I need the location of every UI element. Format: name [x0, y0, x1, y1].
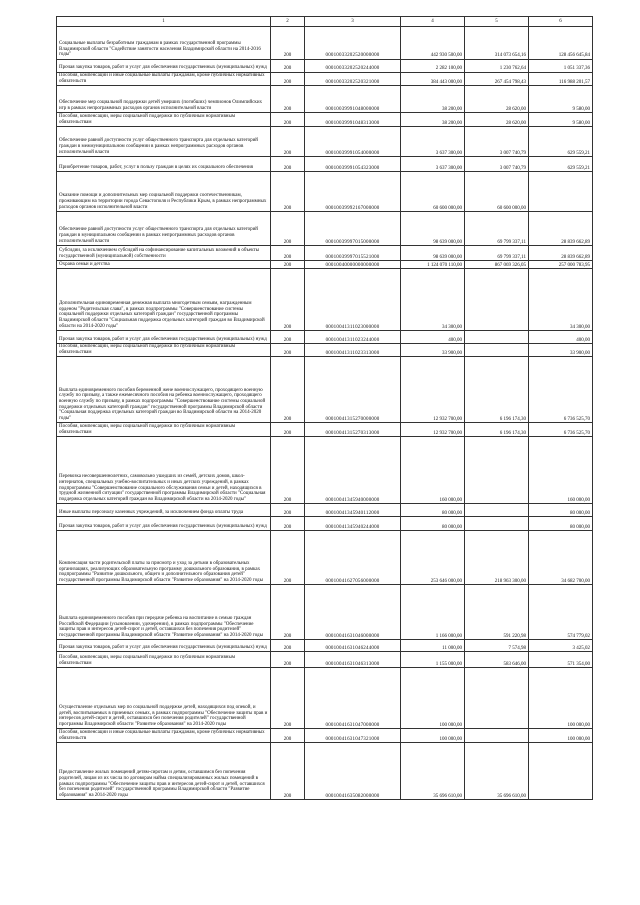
row-budget-code: 00010039992167000000 — [305, 172, 401, 212]
table-row — [57, 269, 593, 331]
table-row — [57, 246, 593, 261]
column-number-header — [57, 17, 593, 27]
table-row — [57, 172, 593, 212]
row-approved-amount: 253 646 000,00 — [401, 531, 465, 585]
row-budget-code: 00010033202520321000 — [305, 73, 401, 86]
row-line-code: 200 — [271, 504, 305, 517]
row-executed-amount: 591 220,98 — [465, 585, 529, 640]
table-row — [57, 344, 593, 357]
row-line-code: 200 — [271, 331, 305, 344]
row-remaining-amount: 116 988 201,57 — [529, 73, 593, 86]
row-budget-code: 00010041345940244000 — [305, 517, 401, 531]
row-budget-code: 00010041315270000000 — [305, 357, 401, 423]
row-approved-amount: 100 000,00 — [401, 668, 465, 729]
row-budget-code: 00010039991054323000 — [305, 157, 401, 172]
row-budget-code: 00010041345940000000 — [305, 437, 401, 504]
row-executed-amount: 60 600 000,00 — [465, 172, 529, 212]
row-remaining-amount: 34 682 700,00 — [529, 531, 593, 585]
table-row — [57, 27, 593, 60]
row-budget-code: 00010040000000000000 — [305, 261, 401, 269]
row-remaining-amount: 80 000,00 — [529, 517, 593, 531]
row-line-code: 200 — [271, 73, 305, 86]
row-remaining-amount — [529, 172, 593, 212]
row-description: Обеспечение равной доступности услуг общественного транспорта для отдельных категорий граждан в муниципальном сообщении в рамках непрограммных расходов органов исполнительной власти — [57, 212, 271, 246]
row-description: Предоставление жилых помещений детям-сиротам и детям, оставшимся без попечения родителей, лицам из их числа по договорам найма специализированных жилых помещений в рамках подпрограммы "Обеспечение защиты прав и интересов детей-сирот и детей, оставшихся без попечения родителей" государственной программы Владимирской области "Развитие образования" на 2014-2020 годы — [57, 743, 271, 800]
row-executed-amount — [465, 504, 529, 517]
table-row — [57, 585, 593, 640]
table-row — [57, 357, 593, 423]
table-row — [57, 212, 593, 246]
row-executed-amount: 3 007 740,79 — [465, 157, 529, 172]
row-executed-amount: 69 799 337,11 — [465, 246, 529, 261]
row-description: Прочая закупка товаров, работ и услуг для обеспечения государственных (муниципальных) нужд — [57, 640, 271, 652]
row-approved-amount: 80 000,00 — [401, 504, 465, 517]
row-approved-amount: 60 600 000,00 — [401, 172, 465, 212]
row-executed-amount — [465, 344, 529, 357]
row-executed-amount: 267 454 798,43 — [465, 73, 529, 86]
row-budget-code: 00010041345940112000 — [305, 504, 401, 517]
header-col-3: 3 — [305, 17, 401, 27]
row-executed-amount: 35 696 610,00 — [465, 743, 529, 800]
row-description: Социальные выплаты безработным гражданам в рамках государственной программы Владимирской области "Содействие занятости населения Владимирской области на 2014-2016 годы" — [57, 27, 271, 60]
header-col-6: 6 — [529, 17, 593, 27]
row-executed-amount: 28 620,00 — [465, 86, 529, 113]
row-approved-amount: 33 900,00 — [401, 344, 465, 357]
table-body — [57, 27, 593, 800]
row-remaining-amount: 80 000,00 — [529, 504, 593, 517]
row-remaining-amount: 6 736 525,70 — [529, 423, 593, 437]
table-row — [57, 331, 593, 344]
row-line-code: 200 — [271, 357, 305, 423]
row-approved-amount: 12 932 700,00 — [401, 423, 465, 437]
row-line-code: 200 — [271, 127, 305, 157]
row-description: Обеспечение мер социальной поддержки детей умерших (погибших) чемпионов Олимпийских игр в рамках непрограммных расходов органов исполнительной власти — [57, 86, 271, 113]
row-budget-code: 00010039991048313000 — [305, 113, 401, 127]
row-executed-amount — [465, 729, 529, 743]
table-row — [57, 640, 593, 652]
row-budget-code: 00010041631046313000 — [305, 652, 401, 668]
row-approved-amount: 80 000,00 — [401, 517, 465, 531]
row-remaining-amount: 3 425,02 — [529, 640, 593, 652]
row-approved-amount: 160 000,00 — [401, 437, 465, 504]
row-budget-code: 00010041311023000000 — [305, 269, 401, 331]
row-remaining-amount: 9 580,00 — [529, 86, 593, 113]
row-description: Пособия, компенсации, меры социальной поддержки по публичным нормативным обязательствам — [57, 344, 271, 357]
row-executed-amount: 867 069 326,05 — [465, 261, 529, 269]
table-row — [57, 437, 593, 504]
row-approved-amount: 98 639 000,00 — [401, 246, 465, 261]
row-approved-amount: 38 200,00 — [401, 113, 465, 127]
budget-report-page — [56, 16, 592, 800]
table-row — [57, 504, 593, 517]
row-description: Дополнительная единовременная денежная выплата многодетным семьям, награжденным орденом "Родительская слава", в рамках подпрограммы "Совершенствование системы социальной поддержки отдельных категорий граждан" государственной программы Владимирской области "Социальная поддержка отдельных категорий граждан во Владимирской области на 2014-2020 годы" — [57, 269, 271, 331]
row-description: Компенсация части родительской платы за присмотр и уход за детьми в образовательных организациях, реализующих образовательную программу дошкольного образования, в рамках подпрограммы "Развитие дошкольного, общего и дополнительного образования детей" государственной программы Владимирской области "Развитие образования" на 2014-2020 годы — [57, 531, 271, 585]
row-executed-amount — [465, 331, 529, 344]
row-approved-amount: 442 930 500,00 — [401, 27, 465, 60]
row-description: Прочая закупка товаров, работ и услуг для обеспечения государственных (муниципальных) нужд — [57, 60, 271, 73]
row-budget-code: 00010041631047000000 — [305, 668, 401, 729]
row-approved-amount: 3 637 300,00 — [401, 127, 465, 157]
row-description: Прочая закупка товаров, работ и услуг для обеспечения государственных (муниципальных) нужд — [57, 517, 271, 531]
row-budget-code: 00010039997015521000 — [305, 246, 401, 261]
row-remaining-amount: 28 839 662,89 — [529, 212, 593, 246]
row-remaining-amount — [529, 743, 593, 800]
row-approved-amount: 1 155 000,00 — [401, 652, 465, 668]
row-description: Осуществление отдельных мер по социальной поддержке детей, находящихся под опекой, и детей, воспитываемых в приемных семьях, в рамках подпрограммы "Обеспечение защиты прав и интересов детей-сирот и детей, оставшихся без попечения родителей" государственной программы Владимирской области "Развитие образования" на 2014-2020 годы — [57, 668, 271, 729]
row-approved-amount: 1 124 070 110,00 — [401, 261, 465, 269]
row-description: Пособия, компенсации и иные социальные выплаты гражданам, кроме публичных нормативных обязательств — [57, 729, 271, 743]
table-row — [57, 73, 593, 86]
row-line-code: 200 — [271, 269, 305, 331]
table-row — [57, 157, 593, 172]
row-approved-amount: 35 696 610,00 — [401, 743, 465, 800]
header-col-5: 5 — [465, 17, 529, 27]
row-remaining-amount: 257 000 783,95 — [529, 261, 593, 269]
table-row — [57, 113, 593, 127]
header-col-2: 2 — [271, 17, 305, 27]
row-description: Перевозка несовершеннолетних, самовольно ушедших из семей, детских домов, школ-интернатов, специальных учебно-воспитательных и иных детских учреждений, в рамках подпрограммы "Совершенствование социального обслуживания семьи и детей, находящихся в трудной жизненной ситуации" государственной программы Владимирской области "Социальная поддержка отдельных категорий граждан во Владимирской области на 2014-2020 годы" — [57, 437, 271, 504]
row-executed-amount: 314 073 654,16 — [465, 27, 529, 60]
row-executed-amount: 28 620,00 — [465, 113, 529, 127]
row-line-code: 200 — [271, 729, 305, 743]
header-col-1: 1 — [57, 17, 271, 27]
row-budget-code: 00010033202520244000 — [305, 60, 401, 73]
row-line-code: 200 — [271, 86, 305, 113]
row-line-code: 200 — [271, 437, 305, 504]
row-description: Приобретение товаров, работ, услуг в пользу граждан в целях их социального обеспечения — [57, 157, 271, 172]
row-description: Иные выплаты персоналу казенных учреждений, за исключением фонда оплаты труда — [57, 504, 271, 517]
row-executed-amount: 69 799 337,11 — [465, 212, 529, 246]
row-budget-code: 00010039991054000000 — [305, 127, 401, 157]
row-approved-amount: 2 282 100,00 — [401, 60, 465, 73]
table-row — [57, 127, 593, 157]
row-description: Пособия, компенсации, меры социальной поддержки по публичным нормативным обязательствам — [57, 113, 271, 127]
table-row — [57, 743, 593, 800]
row-line-code: 200 — [271, 344, 305, 357]
row-approved-amount: 1 166 000,00 — [401, 585, 465, 640]
row-executed-amount — [465, 668, 529, 729]
row-line-code: 200 — [271, 585, 305, 640]
row-remaining-amount: 629 559,21 — [529, 127, 593, 157]
row-description: Пособия, компенсации, меры социальной поддержки по публичным нормативным обязательствам — [57, 423, 271, 437]
row-remaining-amount: 400,00 — [529, 331, 593, 344]
row-remaining-amount: 1 051 337,36 — [529, 60, 593, 73]
row-budget-code: 00010041311023244000 — [305, 331, 401, 344]
row-approved-amount: 98 639 000,00 — [401, 212, 465, 246]
row-line-code: 200 — [271, 668, 305, 729]
row-remaining-amount: 160 000,00 — [529, 437, 593, 504]
row-approved-amount: 12 932 700,00 — [401, 357, 465, 423]
table-row — [57, 423, 593, 437]
row-description: Охрана семьи и детства — [57, 261, 271, 269]
row-executed-amount — [465, 437, 529, 504]
row-line-code: 200 — [271, 212, 305, 246]
row-budget-code: 00010041631047321000 — [305, 729, 401, 743]
row-approved-amount: 384 443 000,00 — [401, 73, 465, 86]
row-executed-amount — [465, 517, 529, 531]
table-row — [57, 668, 593, 729]
row-approved-amount: 34 300,00 — [401, 269, 465, 331]
row-line-code: 200 — [271, 60, 305, 73]
row-line-code: 200 — [271, 652, 305, 668]
row-description: Пособия, компенсации и иные социальные выплаты гражданам, кроме публичных нормативных обязательств — [57, 73, 271, 86]
row-budget-code: 00010039991048000000 — [305, 86, 401, 113]
table-row — [57, 517, 593, 531]
table-row — [57, 652, 593, 668]
row-remaining-amount: 28 839 662,89 — [529, 246, 593, 261]
header-col-4: 4 — [401, 17, 465, 27]
row-remaining-amount: 629 559,21 — [529, 157, 593, 172]
row-budget-code: 00010041631046244000 — [305, 640, 401, 652]
row-line-code: 200 — [271, 640, 305, 652]
row-remaining-amount: 100 000,00 — [529, 729, 593, 743]
row-line-code: 200 — [271, 113, 305, 127]
row-line-code: 200 — [271, 531, 305, 585]
row-budget-code: 00010033202520000000 — [305, 27, 401, 60]
row-executed-amount: 583 646,00 — [465, 652, 529, 668]
row-line-code: 200 — [271, 157, 305, 172]
row-line-code: 200 — [271, 743, 305, 800]
row-line-code: 200 — [271, 517, 305, 531]
row-line-code: 200 — [271, 423, 305, 437]
row-line-code: 200 — [271, 261, 305, 269]
row-description: Субсидии, за исключением субсидий на софинансирование капитальных вложений в объекты государственной (муниципальной) собственности — [57, 246, 271, 261]
budget-execution-table — [56, 16, 593, 800]
table-row — [57, 86, 593, 113]
table-row — [57, 261, 593, 269]
row-remaining-amount: 100 000,00 — [529, 668, 593, 729]
row-description: Выплата единовременного пособия при передаче ребенка на воспитание в семью граждан Российской Федерации (усыновлении, удочерении), в рамках подпрограммы "Обеспечение защиты прав и интересов детей-сирот и детей, оставшихся без попечения родителей" государственной программы Владимирской области "Развитие образования" на 2014-2020 годы — [57, 585, 271, 640]
table-row — [57, 531, 593, 585]
row-description: Пособия, компенсации, меры социальной поддержки по публичным нормативным обязательствам — [57, 652, 271, 668]
row-remaining-amount: 574 779,02 — [529, 585, 593, 640]
row-description: Обеспечение равной доступности услуг общественного транспорта для отдельных категорий граждан в межмуниципальном сообщении в рамках непрограммных расходов органов исполнительной власти — [57, 127, 271, 157]
row-line-code: 200 — [271, 172, 305, 212]
row-remaining-amount: 33 900,00 — [529, 344, 593, 357]
row-description: Выплата единовременного пособия беременной жене военнослужащего, проходящего военную службу по призыву, а также ежемесячного пособия на ребенка военнослужащего, проходящего военную службу по призыву, в рамках подпрограммы "Совершенствование системы социальной поддержки отдельных категорий граждан" государственной программы Владимирской области "Социальная поддержка отдельных категорий граждан во Владимирской области на 2014-2020 годы" — [57, 357, 271, 423]
row-approved-amount: 38 200,00 — [401, 86, 465, 113]
row-executed-amount: 218 963 300,00 — [465, 531, 529, 585]
row-remaining-amount: 34 300,00 — [529, 269, 593, 331]
row-budget-code: 00010041635082000000 — [305, 743, 401, 800]
row-budget-code: 00010041315270313000 — [305, 423, 401, 437]
row-line-code: 200 — [271, 246, 305, 261]
table-row — [57, 729, 593, 743]
row-executed-amount: 1 230 762,64 — [465, 60, 529, 73]
row-budget-code: 00010041311023313000 — [305, 344, 401, 357]
row-executed-amount: 6 196 174,30 — [465, 423, 529, 437]
row-approved-amount: 400,00 — [401, 331, 465, 344]
row-budget-code: 00010041631046000000 — [305, 585, 401, 640]
row-line-code: 200 — [271, 27, 305, 60]
table-row — [57, 60, 593, 73]
row-remaining-amount: 128 456 645,84 — [529, 27, 593, 60]
row-executed-amount: 6 196 174,30 — [465, 357, 529, 423]
row-approved-amount: 100 000,00 — [401, 729, 465, 743]
row-remaining-amount: 9 580,00 — [529, 113, 593, 127]
row-remaining-amount: 571 354,00 — [529, 652, 593, 668]
row-remaining-amount: 6 736 525,70 — [529, 357, 593, 423]
row-budget-code: 00010039997015000000 — [305, 212, 401, 246]
row-approved-amount: 3 637 300,00 — [401, 157, 465, 172]
row-executed-amount: 3 007 740,79 — [465, 127, 529, 157]
row-executed-amount — [465, 269, 529, 331]
row-approved-amount: 11 000,00 — [401, 640, 465, 652]
row-description: Оказание помощи и дополнительных мер социальной поддержки соотечественникам, проживающим на территории города Севастополя и Республики Крым, в рамках непрограммных расходов органов исполнительной власти — [57, 172, 271, 212]
row-description: Прочая закупка товаров, работ и услуг для обеспечения государственных (муниципальных) нужд — [57, 331, 271, 344]
row-executed-amount: 7 574,98 — [465, 640, 529, 652]
row-budget-code: 00010041627056000000 — [305, 531, 401, 585]
